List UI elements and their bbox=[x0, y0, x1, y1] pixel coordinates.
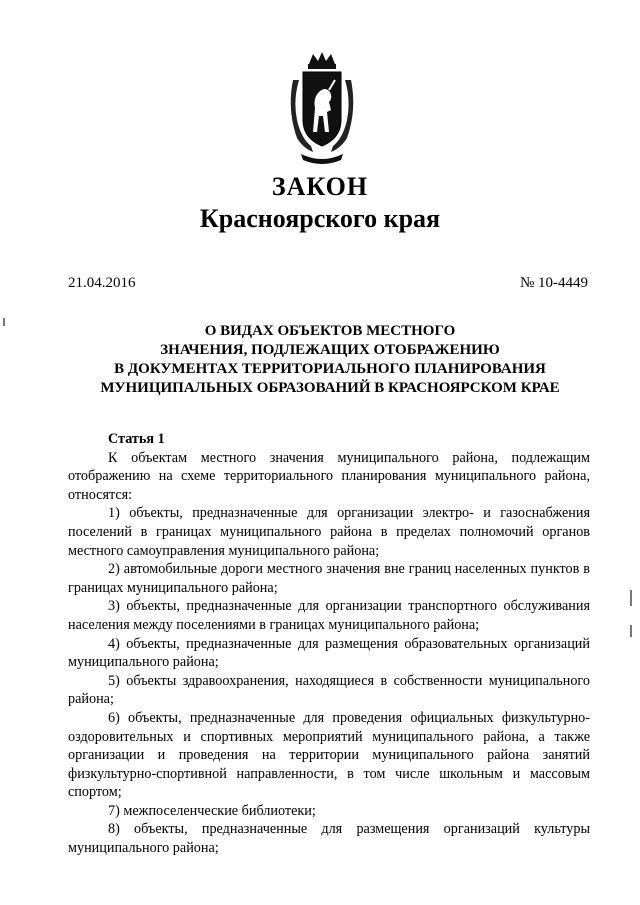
scan-artifact bbox=[630, 625, 632, 637]
article-body bbox=[68, 430, 590, 858]
coat-of-arms-icon bbox=[283, 50, 361, 165]
law-heading-line: МУНИЦИПАЛЬНЫХ ОБРАЗОВАНИЙ В КРАСНОЯРСКОМ КРАЕ bbox=[100, 380, 560, 396]
law-heading-line: ЗНАЧЕНИЯ, ПОДЛЕЖАЩИХ ОТОБРАЖЕНИЮ bbox=[160, 342, 500, 358]
document-date: 21.04.2016 bbox=[68, 275, 136, 291]
article-title: Статья 1 bbox=[108, 431, 165, 447]
region-title: Красноярского края bbox=[199, 204, 441, 233]
article-paragraph: 8) объекты, предназначенные для размещения организаций культуры муниципального района; bbox=[68, 821, 590, 857]
law-heading bbox=[60, 322, 600, 398]
document-type-title: ЗАКОН bbox=[271, 172, 369, 201]
law-heading-line: О ВИДАХ ОБЪЕКТОВ МЕСТНОГО bbox=[204, 323, 456, 339]
scan-artifact bbox=[630, 590, 632, 606]
article-paragraph: 5) объекты здравоохранения, находящиеся в собственности муниципального района; bbox=[68, 672, 590, 708]
scan-artifact bbox=[3, 318, 5, 326]
law-heading-line: В ДОКУМЕНТАХ ТЕРРИТОРИАЛЬНОГО ПЛАНИРОВАНИЯ bbox=[114, 361, 546, 377]
article-paragraph: 6) объекты, предназначенные для проведения официальных физкультурно-оздоровительных и спортивных мероприятий муниципального района, а также организации и проведения на территории муниципального района занятий физкультурно-спортивной направленности, в том числе школьным и массовым спортом; bbox=[68, 709, 590, 801]
article-paragraph: К объектам местного значения муниципального района, подлежащим отображению на схеме территориального планирования муниципального района, относятся: bbox=[68, 449, 590, 503]
article-paragraph: 4) объекты, предназначенные для размещения образовательных организаций муниципального района; bbox=[68, 635, 590, 671]
article-paragraph: 7) межпоселенческие библиотеки; bbox=[108, 802, 316, 819]
article-paragraph: 2) автомобильные дороги местного значения вне границ населенных пунктов в границах муниципального района; bbox=[68, 561, 590, 596]
article-paragraph: 3) объекты, предназначенные для организации транспортного обслуживания населения между поселениями в границах муниципального района; bbox=[68, 598, 590, 633]
article-paragraph: 1) объекты, предназначенные для организации электро- и газоснабжения поселений в границах муниципального района в пределах полномочий органов местного самоуправления муниципального района; bbox=[68, 505, 590, 559]
document-number: № 10-4449 bbox=[519, 275, 588, 291]
